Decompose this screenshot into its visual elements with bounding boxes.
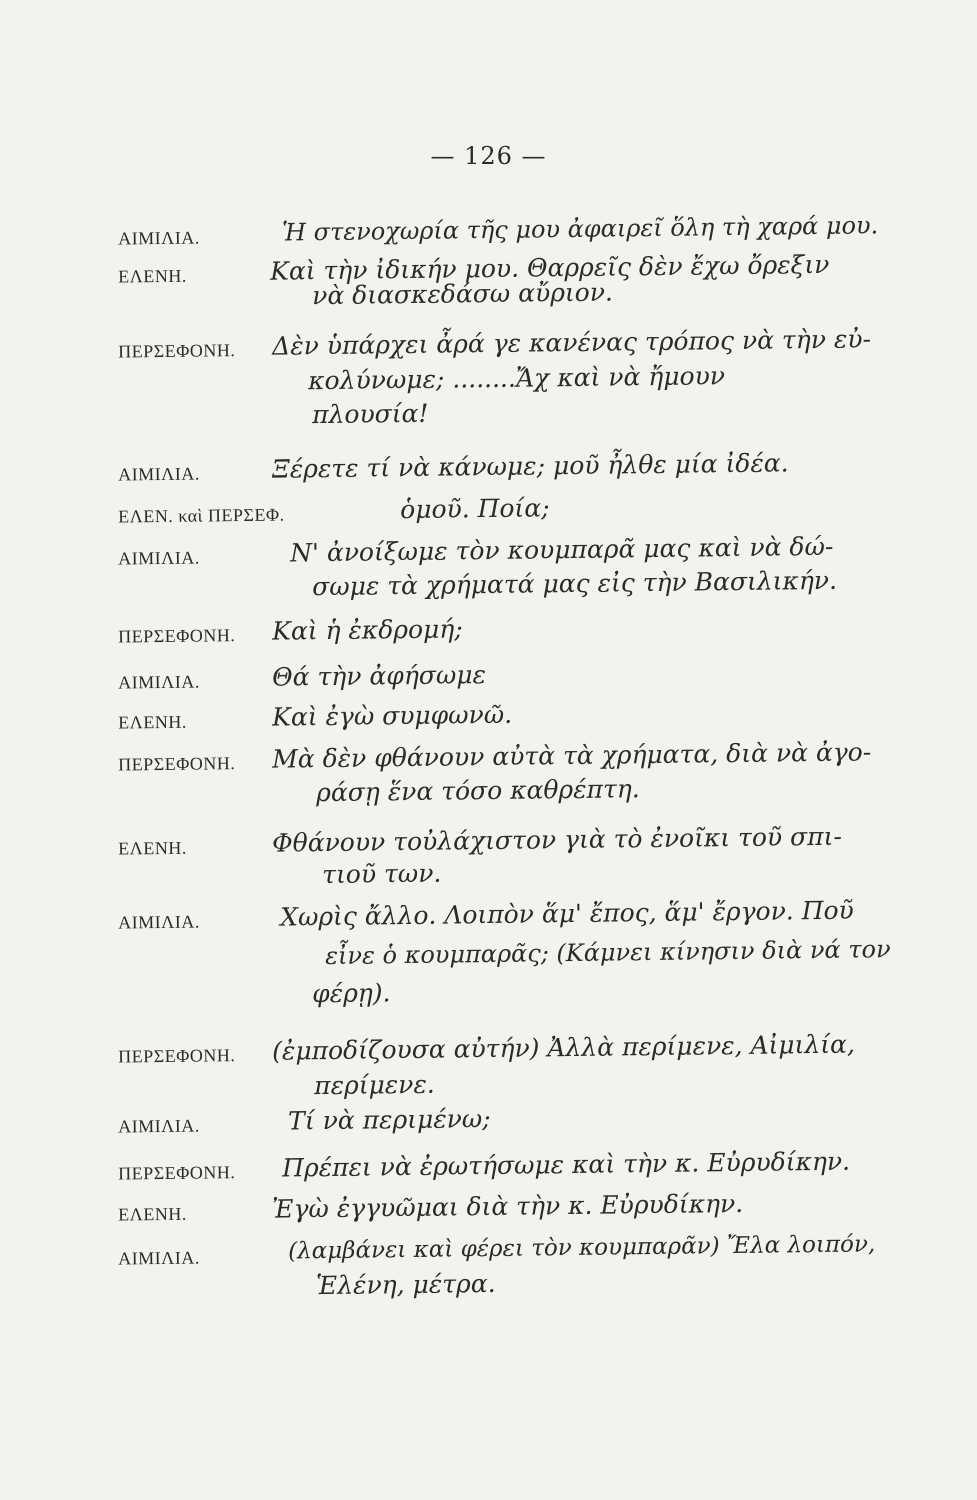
dialogue-text: Χωρὶς ἄλλο. Λοιπὸν ἅμ' ἔπος, ἅμ' ἔργον. Ποῦ bbox=[280, 895, 854, 932]
speaker-name: ΠΕΡΣΕΦΟΝΗ. bbox=[118, 1045, 236, 1067]
speaker-name: ΕΛΕΝΗ. bbox=[118, 1203, 187, 1225]
speaker-name: ΑΙΜΙΛΙΑ. bbox=[118, 1247, 200, 1269]
speaker-name: ΠΕΡΣΕΦΟΝΗ. bbox=[118, 625, 236, 647]
speaker-name: ΑΙΜΙΛΙΑ. bbox=[118, 547, 200, 569]
dialogue-text: εἶνε ὁ κουμπαρᾶς; (Κάμνει κίνησιν διὰ νά τον bbox=[325, 935, 891, 971]
speaker-name: ΕΛΕΝΗ. bbox=[118, 711, 187, 733]
dialogue-text: κολύνωμε; ........Ἄχ καὶ νὰ ἤμουν bbox=[308, 361, 726, 396]
dialogue-text: σωμε τὰ χρήματά μας εἰς τὴν Βασιλικήν. bbox=[312, 565, 838, 602]
speaker-name: ΕΛΕΝ. καὶ ΠΕΡΣΕΦ. bbox=[118, 504, 285, 527]
speaker-name: ΠΕΡΣΕΦΟΝΗ. bbox=[118, 340, 236, 362]
speaker-name: ΑΙΜΙΛΙΑ. bbox=[118, 463, 200, 485]
dialogue-text: Πρέπει νὰ ἐρωτήσωμε καὶ τὴν κ. Εὐρυδίκην. bbox=[282, 1146, 851, 1183]
dialogue-text: (ἐμποδίζουσα αὐτήν) Ἀλλὰ περίμενε, Αἰμιλία, bbox=[272, 1029, 856, 1066]
dialogue-text: ράσῃ ἕνα τόσο καθρέπτη. bbox=[316, 774, 640, 808]
speaker-name: ΑΙΜΙΛΙΑ. bbox=[118, 1115, 200, 1137]
speaker-name: ΑΙΜΙΛΙΑ. bbox=[118, 671, 200, 693]
speaker-name: ΑΙΜΙΛΙΑ. bbox=[118, 227, 200, 249]
speaker-name: ΠΕΡΣΕΦΟΝΗ. bbox=[118, 1162, 236, 1184]
speaker-name: ΑΙΜΙΛΙΑ. bbox=[118, 911, 200, 933]
dialogue-text: Καὶ τὴν ἰδικήν μου. Θαρρεῖς δὲν ἔχω ὄρεξιν bbox=[270, 249, 830, 286]
dialogue-text: Ἐγὼ ἐγγυῶμαι διὰ τὴν κ. Εὐρυδίκην. bbox=[272, 1188, 744, 1224]
dialogue-text: Καὶ ἐγὼ συμφωνῶ. bbox=[272, 699, 513, 732]
dialogue-line bbox=[0, 606, 977, 658]
dialogue-text: πλουσία! bbox=[312, 398, 429, 430]
dialogue-text: Ἡ στενοχωρία τῆς μου ἀφαιρεῖ ὅλη τὴ χαρά μου. bbox=[282, 211, 879, 247]
page-number: — 126 — bbox=[430, 142, 547, 170]
dialogue-text: Φθάνουν τοὐλάχιστον γιὰ τὸ ἐνοῖκι τοῦ σπι- bbox=[272, 821, 842, 858]
dialogue-text: περίμενε. bbox=[314, 1069, 435, 1101]
dialogue-text: Τί νὰ περιμένω; bbox=[288, 1104, 491, 1136]
dialogue-text: τιοῦ των. bbox=[322, 858, 442, 890]
dialogue-text: φέρῃ). bbox=[312, 978, 391, 1009]
dialogue-text: Ξέρετε τί νὰ κάνωμε; μοῦ ἦλθε μία ἰδέα. bbox=[272, 448, 789, 484]
dialogue-text: νὰ διασκεδάσω αὔριον. bbox=[312, 277, 614, 311]
dialogue-text: Μὰ δὲν φθάνουν αὐτὰ τὰ χρήματα, διὰ νὰ ἀγο- bbox=[272, 737, 872, 774]
dialogue-text: Θά τὴν ἀφήσωμε bbox=[272, 660, 487, 692]
speaker-name: ΠΕΡΣΕΦΟΝΗ. bbox=[118, 753, 236, 775]
dialogue-text: Ἑλένη, μέτρα. bbox=[316, 1268, 496, 1301]
dialogue-text: (λαμβάνει καὶ φέρει τὸν κουμπαρᾶν) Ἔλα λοιπόν, bbox=[288, 1231, 876, 1265]
dialogue-text: Ν' ἀνοίξωμε τὸν κουμπαρᾶ μας καὶ νὰ δώ- bbox=[290, 531, 834, 568]
dialogue-text: ὁμοῦ. Ποία; bbox=[399, 493, 550, 525]
speaker-name: ΕΛΕΝΗ. bbox=[118, 265, 187, 287]
speaker-name: ΕΛΕΝΗ. bbox=[118, 837, 187, 859]
dialogue-text: Καὶ ἡ ἐκδρομή; bbox=[272, 614, 463, 646]
dialogue-text: Δὲν ὑπάρχει ἆρά γε κανένας τρόπος νὰ τὴν εὐ- bbox=[272, 324, 872, 361]
